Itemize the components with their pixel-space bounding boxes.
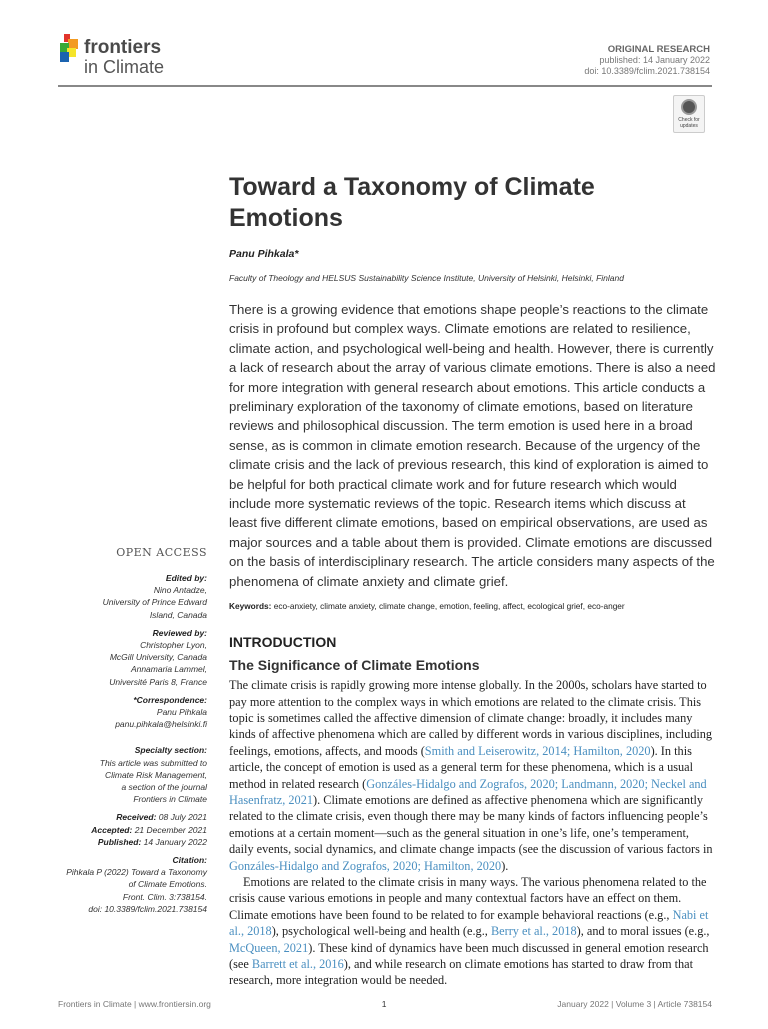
sidebar-line: University of Prince Edward — [102, 597, 207, 608]
date-row — [60, 811, 207, 823]
dates — [60, 811, 207, 848]
footer-journal-link[interactable]: Frontiers in Climate | www.frontiersin.org — [58, 999, 211, 1009]
sidebar-heading: *Correspondence: — [133, 694, 207, 705]
paragraph — [229, 874, 716, 989]
keywords — [229, 601, 716, 612]
citation-line: Front. Clim. 3:738154. — [122, 891, 207, 902]
check-label-2: updates — [680, 123, 698, 129]
text-run: ). Climate emotions are defined as affective phenomena which are significantly related to the climate crisis, even though there may be many kinds of factors influencing people’s emotions at a certain moment—such as the general situation in one’s life, one’s temperament, daily events, social dynamics, and climate change impacts (see the discussion of various factors in — [229, 792, 713, 857]
citation-link[interactable]: Gonzáles-Hidalgo and Zografos, 2020; Hamilton, 2020 — [229, 858, 502, 873]
keywords-text: eco-anxiety, climate anxiety, climate change, emotion, feeling, affect, ecological grief, eco-anger — [271, 601, 625, 612]
header-divider — [58, 85, 712, 87]
text-run: ). In this article, the concept of emotion is used as a general term for these phenomena, which is a usual method in related research ( — [229, 743, 694, 791]
sidebar-line: panu.pihkala@helsinki.fi — [115, 719, 207, 730]
text-run: ), and to moral issues (e.g., — [576, 924, 710, 939]
citation-line: Pihkala P (2022) Toward a Taxonomy — [66, 867, 207, 878]
footer — [58, 999, 712, 1010]
paragraph — [229, 677, 716, 874]
affiliation: Faculty of Theology and HELSUS Sustainability Science Institute, University of Helsinki, Helsinki, Finland — [229, 273, 624, 283]
bookmark-icon — [681, 99, 697, 115]
text-run: The climate crisis is rapidly growing more intense globally. In the 2000s, scholars have started to pay more attention to the complex ways in which emotions are related to the climate crisis. This topic is sometimes called the affective dimension of climate change: broadly, it includes many kinds of affective phenomena which are called by different words in various disciplines, including feelings, emotions, affects, and moods ( — [229, 678, 713, 758]
sidebar-line: Université Paris 8, France — [109, 676, 207, 687]
check-label: Check for — [678, 117, 700, 123]
article-meta — [584, 44, 710, 77]
sidebar-line: Nino Antadze, — [153, 585, 207, 596]
sidebar-line: Christopher Lyon, — [140, 640, 207, 651]
date-value: 08 July 2021 — [156, 812, 207, 823]
sidebar-line: McGill University, Canada — [109, 652, 207, 663]
journal-subtitle: in Climate — [84, 57, 165, 77]
journal-name: frontiers — [84, 37, 162, 58]
sidebar-heading: Reviewed by: — [152, 627, 207, 638]
text-run: Emotions are related to the climate crisis in many ways. The various phenomena related to the crisis cause various emotions in people and many contextual factors have an effect on them. Climate emotions have been found to be related to for example behavioral reactions (e.g., — [229, 874, 707, 922]
date-label: Received: — [116, 812, 157, 823]
body-text — [229, 677, 716, 989]
frontiers-logo-icon — [58, 34, 80, 64]
sidebar-heading: Edited by: — [165, 573, 207, 583]
section-heading: INTRODUCTION — [229, 634, 337, 651]
date-label: Accepted: — [91, 824, 133, 835]
sidebar-line: Climate Risk Management, — [104, 769, 207, 780]
date-label: Published: — [97, 836, 142, 847]
date-value: 21 December 2021 — [132, 824, 207, 835]
keywords-label: Keywords: — [229, 601, 272, 612]
citation-link[interactable]: Nabi et al., 2018 — [229, 907, 709, 939]
sidebar-block — [60, 744, 207, 805]
sidebar-line: Island, Canada — [149, 609, 207, 620]
sidebar-block — [60, 694, 207, 731]
footer-issue: January 2022 | Volume 3 | Article 738154 — [557, 999, 712, 1009]
article-title: Toward a Taxonomy of Climate Emotions — [229, 173, 595, 232]
sidebar-line: This article was submitted to — [99, 757, 207, 768]
date-row — [60, 824, 207, 836]
page-number: 1 — [381, 999, 387, 1009]
text-run: ), and while research on climate emotions has started to draw from that research, more integration would be needed. — [229, 957, 694, 988]
text-run: ). — [501, 858, 509, 873]
sidebar-line: Frontiers in Climate — [133, 794, 207, 805]
sidebar-block — [60, 572, 207, 621]
journal-logo — [58, 34, 164, 76]
main-column — [229, 172, 716, 989]
citation-link[interactable]: Smith and Leiserowitz, 2014; Hamilton, 2020 — [424, 743, 651, 758]
citation-link[interactable]: Barrett et al., 2016 — [251, 957, 344, 971]
sidebar-block — [60, 627, 207, 688]
date-row — [60, 836, 207, 848]
sidebar-line: Panu Pihkala — [156, 707, 207, 718]
abstract: There is a growing evidence that emotions shape people’s reactions to the climate crisis in profound but complex ways. Climate emotions are related to resilience, climate action, and psychological well-being and health. However, there is currently a lack of research about the array of various climate emotions. There is also a need for more integration with general research about emotions. This article conducts a preliminary exploration of the taxonomy of climate emotions, based on literature reviews and philosophical discussion. The term emotion is used here in a broad sense, as is common in climate emotion research. Because of the urgency of the climate crisis and the lack of previous research, this kind of exploration is aimed to be helpful for both practical climate work and for future research which would include more systematic reviews of the topic. Research items which discuss at least five different climate emotions, based on empirical observations, are used as major sources and a table about them is provided. Climate emotions are discussed on the basis of interdisciplinary research. The article considers many aspects of the phenomena of climate anxiety and climate grief. — [229, 302, 716, 589]
citation — [60, 854, 207, 915]
sidebar-blocks — [60, 572, 207, 805]
date-value: 14 January 2022 — [141, 836, 207, 847]
text-run: ), psychological well-being and health (e.g., — [271, 924, 491, 939]
sidebar-line: Annamaria Lammel, — [130, 664, 207, 675]
sidebar — [60, 546, 207, 921]
author: Panu Pihkala* — [229, 248, 299, 260]
text-run: ). These kind of dynamics have been much discussed in general emotion research (see — [229, 940, 709, 971]
citation-line: of Climate Emotions. — [128, 879, 207, 890]
citation-line: doi: 10.3389/fclim.2021.738154 — [88, 903, 207, 914]
check-for-updates-badge[interactable] — [673, 95, 705, 133]
citation-link[interactable]: Berry et al., 2018 — [490, 924, 577, 939]
doi: doi: 10.3389/fclim.2021.738154 — [584, 66, 710, 76]
sidebar-line: a section of the journal — [121, 782, 207, 793]
citation-link[interactable]: Gonzáles-Hidalgo and Zografos, 2020; Landmann, 2020; Neckel and Hasenfratz, 2021 — [229, 776, 707, 807]
sidebar-heading: Specialty section: — [134, 745, 207, 756]
subsection-heading: The Significance of Climate Emotions — [229, 657, 480, 674]
citation-heading: Citation: — [172, 855, 207, 866]
citation-link[interactable]: McQueen, 2021 — [229, 940, 309, 955]
open-access-label: OPEN ACCESS — [116, 546, 207, 559]
article-type: ORIGINAL RESEARCH — [607, 44, 710, 55]
published-date: published: 14 January 2022 — [599, 55, 710, 65]
